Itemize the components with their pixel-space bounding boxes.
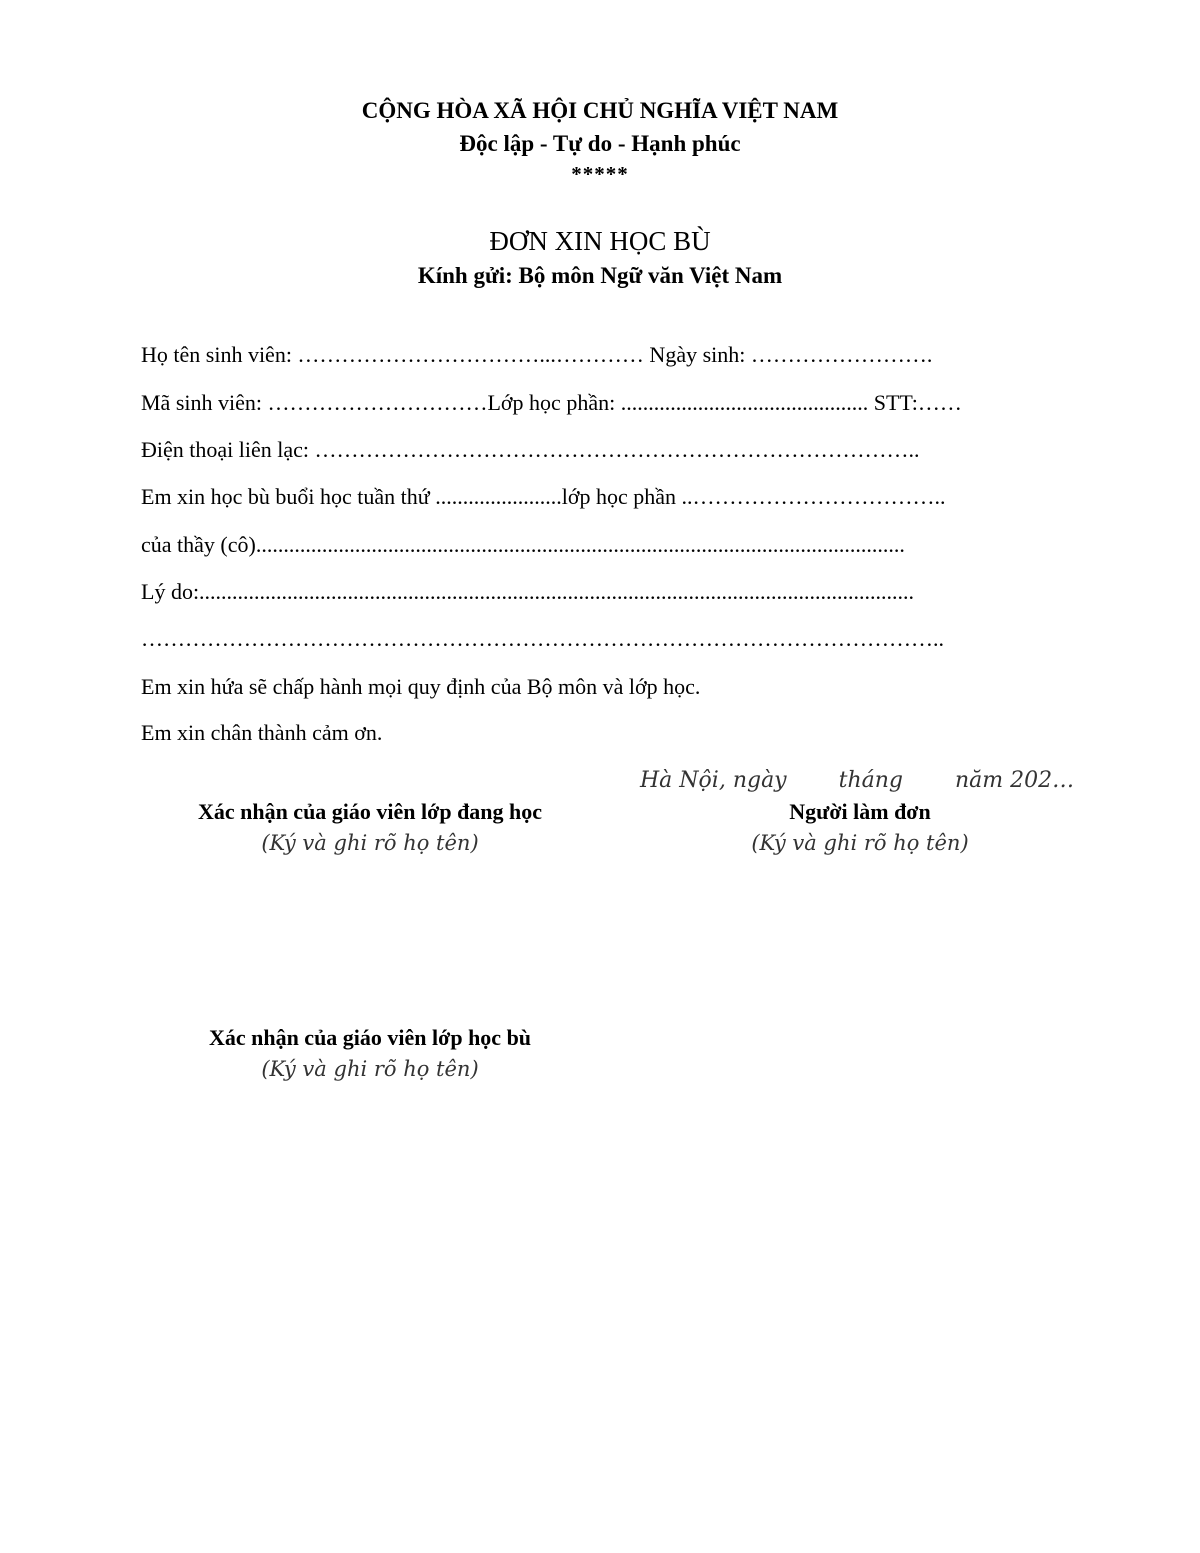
date-line — [640, 768, 1074, 793]
date-month: tháng — [838, 768, 903, 793]
national-motto: Độc lập - Tự do - Hạnh phúc — [459, 131, 741, 156]
reason-continuation-line: ……………………………………………………………………………………………….. — [141, 626, 944, 651]
makeup-teacher-heading: Xác nhận của giáo viên lớp học bù — [208, 1025, 532, 1050]
student-id-class-line: Mã sinh viên: …………………………Lớp học phần: ............................................. STT:…… — [141, 390, 962, 415]
makeup-teacher-note: (Ký và ghi rõ họ tên) — [261, 1057, 479, 1081]
phone-line: Điện thoại liên lạc: ……………………………………………………………………….. — [141, 437, 920, 462]
nation-title: CỘNG HÒA XÃ HỘI CHỦ NGHĨA VIỆT NAM — [361, 98, 839, 123]
header-separator: ***** — [571, 162, 629, 186]
teacher-line: của thầy (cô)...................................................................................................................... — [141, 532, 905, 557]
recipient-line: Kính gửi: Bộ môn Ngữ văn Việt Nam — [417, 263, 783, 288]
commitment-line: Em xin hứa sẽ chấp hành mọi quy định của Bộ môn và lớp học. — [141, 674, 701, 699]
current-teacher-signature-block — [120, 799, 620, 855]
student-name-dob-line: Họ tên sinh viên: ……………………………...………… Ngày sinh: ……………………. — [141, 342, 933, 367]
reason-line: Lý do:.................................................................................................................................. — [141, 579, 915, 604]
current-teacher-heading: Xác nhận của giáo viên lớp đang học — [197, 799, 543, 824]
thanks-line: Em xin chân thành cảm ơn. — [141, 720, 383, 745]
date-year: năm 202… — [955, 768, 1075, 793]
current-teacher-note: (Ký và ghi rõ họ tên) — [261, 831, 479, 855]
document-title: ĐƠN XIN HỌC BÙ — [489, 226, 711, 256]
date-place-day: Hà Nội, ngày — [640, 768, 787, 793]
applicant-signature-block — [640, 799, 1080, 855]
applicant-note: (Ký và ghi rõ họ tên) — [751, 831, 969, 855]
makeup-week-line: Em xin học bù buổi học tuần thứ .......................lớp học phần ..…………………………….. — [141, 484, 946, 509]
makeup-teacher-signature-block — [120, 1025, 620, 1081]
applicant-heading: Người làm đơn — [789, 799, 931, 824]
